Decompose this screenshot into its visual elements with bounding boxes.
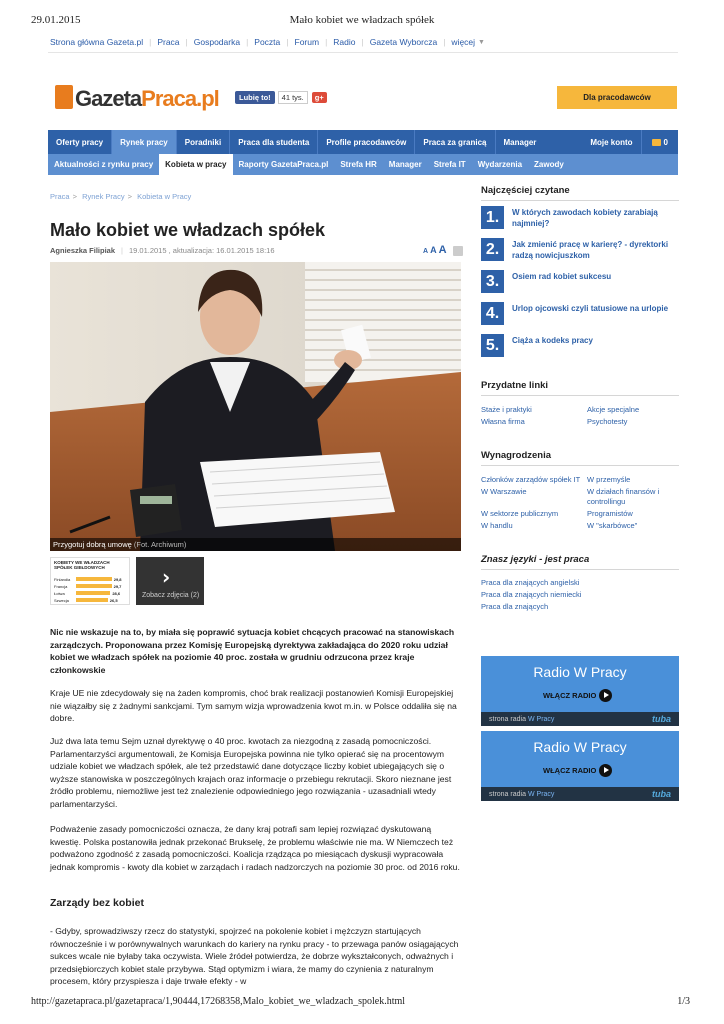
- chevron-right-icon: ›: [162, 565, 171, 589]
- subnav-raporty[interactable]: Raporty GazetaPraca.pl: [238, 160, 329, 169]
- toplink-more[interactable]: więcej: [451, 37, 476, 47]
- play-icon: [599, 689, 612, 702]
- link-staze[interactable]: Staże i praktyki: [481, 405, 532, 414]
- popular-list: [481, 206, 679, 366]
- salary-heading: Wynagrodzenia: [481, 450, 679, 466]
- article-title: Mało kobiet we władzach spółek: [50, 220, 326, 240]
- thumb-country: Francja: [54, 583, 68, 589]
- subnav-zawody[interactable]: Zawody: [534, 160, 564, 169]
- rank-number: 3.: [481, 270, 504, 293]
- radio-page-link[interactable]: W Pracy: [527, 790, 555, 798]
- gallery-thumbnail[interactable]: [50, 557, 130, 605]
- thumb-value: 29,8: [113, 576, 122, 582]
- gallery-more-button[interactable]: [136, 557, 204, 605]
- radio-title: Radio W Pracy: [533, 664, 627, 680]
- top-links-bar: Strona główna Gazeta.pl | Praca | Gospodarka | Poczta | Forum | Radio | Gazeta Wyborcza | więcej ▼: [50, 37, 485, 47]
- popular-heading: Najczęściej czytane: [481, 185, 679, 201]
- thumb-row: [54, 583, 128, 589]
- salary-link[interactable]: W Warszawie: [481, 487, 527, 496]
- popular-item[interactable]: [481, 270, 679, 296]
- radio-page-link[interactable]: W Pracy: [527, 715, 555, 723]
- article-photo[interactable]: [50, 262, 461, 551]
- social-buttons: [235, 91, 327, 104]
- salary-link[interactable]: W sektorze publicznym: [481, 509, 559, 518]
- font-medium-button[interactable]: A: [430, 245, 437, 255]
- thumb-value: 29,7: [113, 583, 122, 589]
- radio-footer: strona radia: [489, 715, 526, 723]
- article-paragraph: Już dwa lata temu Sejm uznał dyrektywę o 40 proc. kwotach za niezgodną z zasadą pomocniczości. Parlamentarzyści argumentowali, że Komisja Europejska powinna nie tylko opierać się na procentowym udziale kobiet we władzach spółek, ale też przedstawić dane dotyczące liczby kobiet ubiegających się o wyższe stanowiska w poszczególnych krajach oraz informacje o przebiegu rekrutacji. Skoro nieznane jest źródło problemu, niemożliwe jest też znalezienie odpowiedniego jego rozwiązania - uzasadniali wtedy parlamentarzyści.: [50, 736, 452, 809]
- subnav-strefa-it[interactable]: Strefa IT: [433, 160, 466, 169]
- gallery-label: Zobacz zdjęcia (2): [142, 592, 200, 599]
- toplink-praca[interactable]: Praca: [157, 37, 180, 47]
- salary-link[interactable]: W "skarbówce": [587, 521, 638, 530]
- print-url: http://gazetapraca.pl/gazetapraca/1,90444,17268358,Malo_kobiet_we_wladzach_spolek.html: [31, 996, 406, 1007]
- caption-source: (Fot. Archiwum): [133, 540, 187, 549]
- subnav-strefa-hr[interactable]: Strefa HR: [340, 160, 377, 169]
- popular-item[interactable]: [481, 238, 679, 264]
- sub-nav: [48, 154, 678, 175]
- salary-link[interactable]: Programistów: [587, 509, 633, 518]
- breadcrumb-item[interactable]: Praca: [50, 192, 70, 201]
- salary-link[interactable]: W przemyśle: [587, 475, 631, 484]
- breadcrumb-item[interactable]: Kobieta w Pracy: [137, 192, 192, 201]
- main-nav: [48, 130, 678, 154]
- popular-link[interactable]: Ciąża a kodeks pracy: [512, 336, 593, 345]
- radio-play-button[interactable]: WŁĄCZ RADIO: [543, 764, 612, 777]
- tuba-logo: tuba: [652, 714, 671, 724]
- caption-text: Przygotuj dobrą umowę: [53, 540, 132, 549]
- thumb-bar: [76, 577, 112, 581]
- cart-button[interactable]: [641, 130, 678, 154]
- radio-title: Radio W Pracy: [533, 739, 627, 755]
- thumb-row: [54, 576, 128, 582]
- popular-link[interactable]: W których zawodach kobiety zarabiają najmniej?: [512, 208, 658, 228]
- thumb-value: 28,6: [112, 590, 121, 596]
- article-paragraph: - Gdyby, sprowadziwszy rzecz do statystyki, spojrzeć na pokolenie kobiet i mężczyzn startujących równocześnie i w porównywalnych warunkach do kariery na rynku pracy - to przewaga panów osiągających sukces wcale nie byłaby taka oczywista. Wiele źródeł potwierdza, że dobrze wykształconych, odważnych i przedsiębiorczych kobiet stale przybywa. Stąd optymizm i wiara, że mamy do czynienia z naturalnym procesem, który przyspiesza i daje trwałe efekty - w: [50, 926, 459, 987]
- article-subheading: Zarządy bez kobiet: [50, 897, 144, 909]
- salary-link[interactable]: Członków zarządów spółek IT: [481, 475, 581, 484]
- toplink-radio[interactable]: Radio: [333, 37, 356, 47]
- site-logo[interactable]: GazetaPraca.pl: [55, 85, 219, 112]
- link-firma[interactable]: Własna firma: [481, 417, 525, 426]
- chevron-down-icon: ▼: [478, 38, 485, 46]
- thumb-bar: [76, 598, 108, 602]
- thumb-value: 26,5: [109, 597, 118, 603]
- rank-number: 2.: [481, 238, 504, 261]
- font-size-controls: [423, 244, 447, 256]
- popular-item[interactable]: [481, 302, 679, 328]
- logo-icon: [55, 85, 73, 109]
- thumb-country: Szwecja: [54, 597, 69, 603]
- print-page-number: 1/3: [677, 996, 690, 1007]
- print-title: Mało kobiet we władzach spółek: [289, 14, 435, 26]
- salary-link[interactable]: W handlu: [481, 521, 513, 530]
- article-meta: Agnieszka Filipiak | 19.01.2015 , aktualizacja: 16.01.2015 18:16: [50, 246, 275, 255]
- nav-profile[interactable]: Profile pracodawców: [318, 130, 415, 154]
- lang-link[interactable]: Praca dla znających: [481, 602, 549, 611]
- breadcrumb: Praca > Rynek Pracy > Kobieta w Pracy: [50, 192, 192, 201]
- like-count: 41 tys.: [278, 91, 308, 104]
- article-dates: 19.01.2015 , aktualizacja: 16.01.2015 18:16: [128, 246, 275, 255]
- print-date: 29.01.2015: [31, 14, 81, 26]
- link-akcje[interactable]: Akcje specjalne: [587, 405, 640, 414]
- toplink-poczta[interactable]: Poczta: [254, 37, 281, 47]
- photo-caption: [50, 538, 461, 551]
- author[interactable]: Agnieszka Filipiak: [50, 246, 116, 255]
- link-psychotesty[interactable]: Psychotesty: [587, 417, 628, 426]
- lang-link[interactable]: Praca dla znających angielski: [481, 578, 580, 587]
- article-paragraph: Kraje UE nie zdecydowały się na żaden kompromis, choć brak realizacji postanowień Komisji Europejskiej nie wiązałby się z żadnymi sankcjami. Tym samym wizja wprowadzenia kwot m.in. w Polsce oddaliła się na dobre.: [50, 688, 457, 724]
- thumb-country: Łotwa: [54, 590, 65, 596]
- thumb-bar: [76, 591, 110, 595]
- google-plus-icon[interactable]: g+: [312, 92, 327, 103]
- thumb-row: [54, 590, 128, 596]
- print-icon[interactable]: [453, 246, 463, 256]
- popular-item[interactable]: [481, 334, 679, 360]
- font-small-button[interactable]: A: [423, 248, 429, 255]
- briefcase-icon: [652, 139, 661, 146]
- toplink-forum[interactable]: Forum: [294, 37, 320, 47]
- popular-link[interactable]: Osiem rad kobiet sukcesu: [512, 272, 612, 281]
- thumb-bar: [76, 584, 112, 588]
- subnav-manager[interactable]: Manager: [388, 160, 422, 169]
- thumb-country: Finlandia: [54, 576, 71, 582]
- rank-number: 4.: [481, 302, 504, 325]
- toplink-home[interactable]: Strona główna Gazeta.pl: [50, 37, 144, 47]
- popular-link[interactable]: Urlop ojcowski czyli tatusiowe na urlopie: [512, 304, 669, 313]
- article-paragraph: Podważenie zasady pomocniczości oznacza, że dany kraj potrafi sam lepiej rozwiązać dyskutowaną kwestię. Polska postanowiła jednak przekonać Brukselę, że problemu właściwie nie ma. W Niemczech też podważono zgodność z zasadą pomocniczości. Koalicja rządząca po miesiącach dyskusji wypracowała jednak kompromis - kwoty dla kobiet w zarządach i radach nadzorczych na poziomie 30 proc. od 2016 roku.: [50, 824, 460, 872]
- facebook-like-button[interactable]: Lubię to!: [235, 91, 275, 104]
- subnav-kobieta[interactable]: Kobieta w pracy: [159, 154, 232, 175]
- lang-list: [481, 578, 591, 612]
- radio-widget: [481, 731, 679, 801]
- nav-abroad[interactable]: Praca za granicą: [415, 130, 495, 154]
- radio-widget: [481, 656, 679, 726]
- popular-item[interactable]: [481, 206, 679, 232]
- radio-play-button[interactable]: WŁĄCZ RADIO: [543, 689, 612, 702]
- play-icon: [599, 764, 612, 777]
- nav-manager[interactable]: Manager: [503, 137, 537, 147]
- lang-heading: Znasz języki - jest praca: [481, 554, 679, 570]
- popular-link[interactable]: Jak zmienić pracę w karierę? - dyrektorki radzą nowicjuszkom: [512, 240, 669, 260]
- article-lead: Nic nie wskazuje na to, by miała się poprawić sytuacja kobiet chcących pracować na stanowiskach zarządczych. Proponowana przez Komisję Europejską dyrektywa zakładająca do 2020 roku udział kobiet we władzach spółek na poziomie 40 proc. została w grudniu odrzucona przez kraje członkowskie: [50, 627, 455, 675]
- links-list: [481, 405, 679, 427]
- toplink-gospodarka[interactable]: Gospodarka: [193, 37, 241, 47]
- breadcrumb-item[interactable]: Rynek Pracy: [82, 192, 125, 201]
- subnav-aktualnosci[interactable]: Aktualności z rynku pracy: [54, 160, 154, 169]
- radio-footer: strona radia: [489, 790, 526, 798]
- nav-oferty[interactable]: Oferty pracy: [48, 130, 112, 154]
- rank-number: 1.: [481, 206, 504, 229]
- subnav-wydarzenia[interactable]: Wydarzenia: [477, 160, 523, 169]
- lang-link[interactable]: Praca dla znających niemiecki: [481, 590, 582, 599]
- cart-count: 0: [663, 137, 668, 147]
- account-link[interactable]: Moje konto: [590, 137, 633, 147]
- links-heading: Przydatne linki: [481, 380, 679, 396]
- rank-number: 5.: [481, 334, 504, 357]
- salary-link[interactable]: W działach finansów i controllingu: [587, 487, 660, 506]
- tuba-logo: tuba: [652, 789, 671, 799]
- employer-button[interactable]: Dla pracodawców: [557, 86, 677, 109]
- toplink-wyborcza[interactable]: Gazeta Wyborcza: [369, 37, 438, 47]
- nav-poradniki[interactable]: Poradniki: [177, 130, 230, 154]
- nav-rynek-pracy[interactable]: Rynek pracy: [112, 130, 177, 154]
- thumb-title: KOBIETY WE WŁADZACH SPÓŁEK GIEŁDOWYCH: [54, 560, 110, 570]
- salary-list: [481, 475, 679, 531]
- nav-student[interactable]: Praca dla studenta: [230, 130, 318, 154]
- font-large-button[interactable]: A: [438, 244, 447, 256]
- thumb-row: [54, 597, 128, 603]
